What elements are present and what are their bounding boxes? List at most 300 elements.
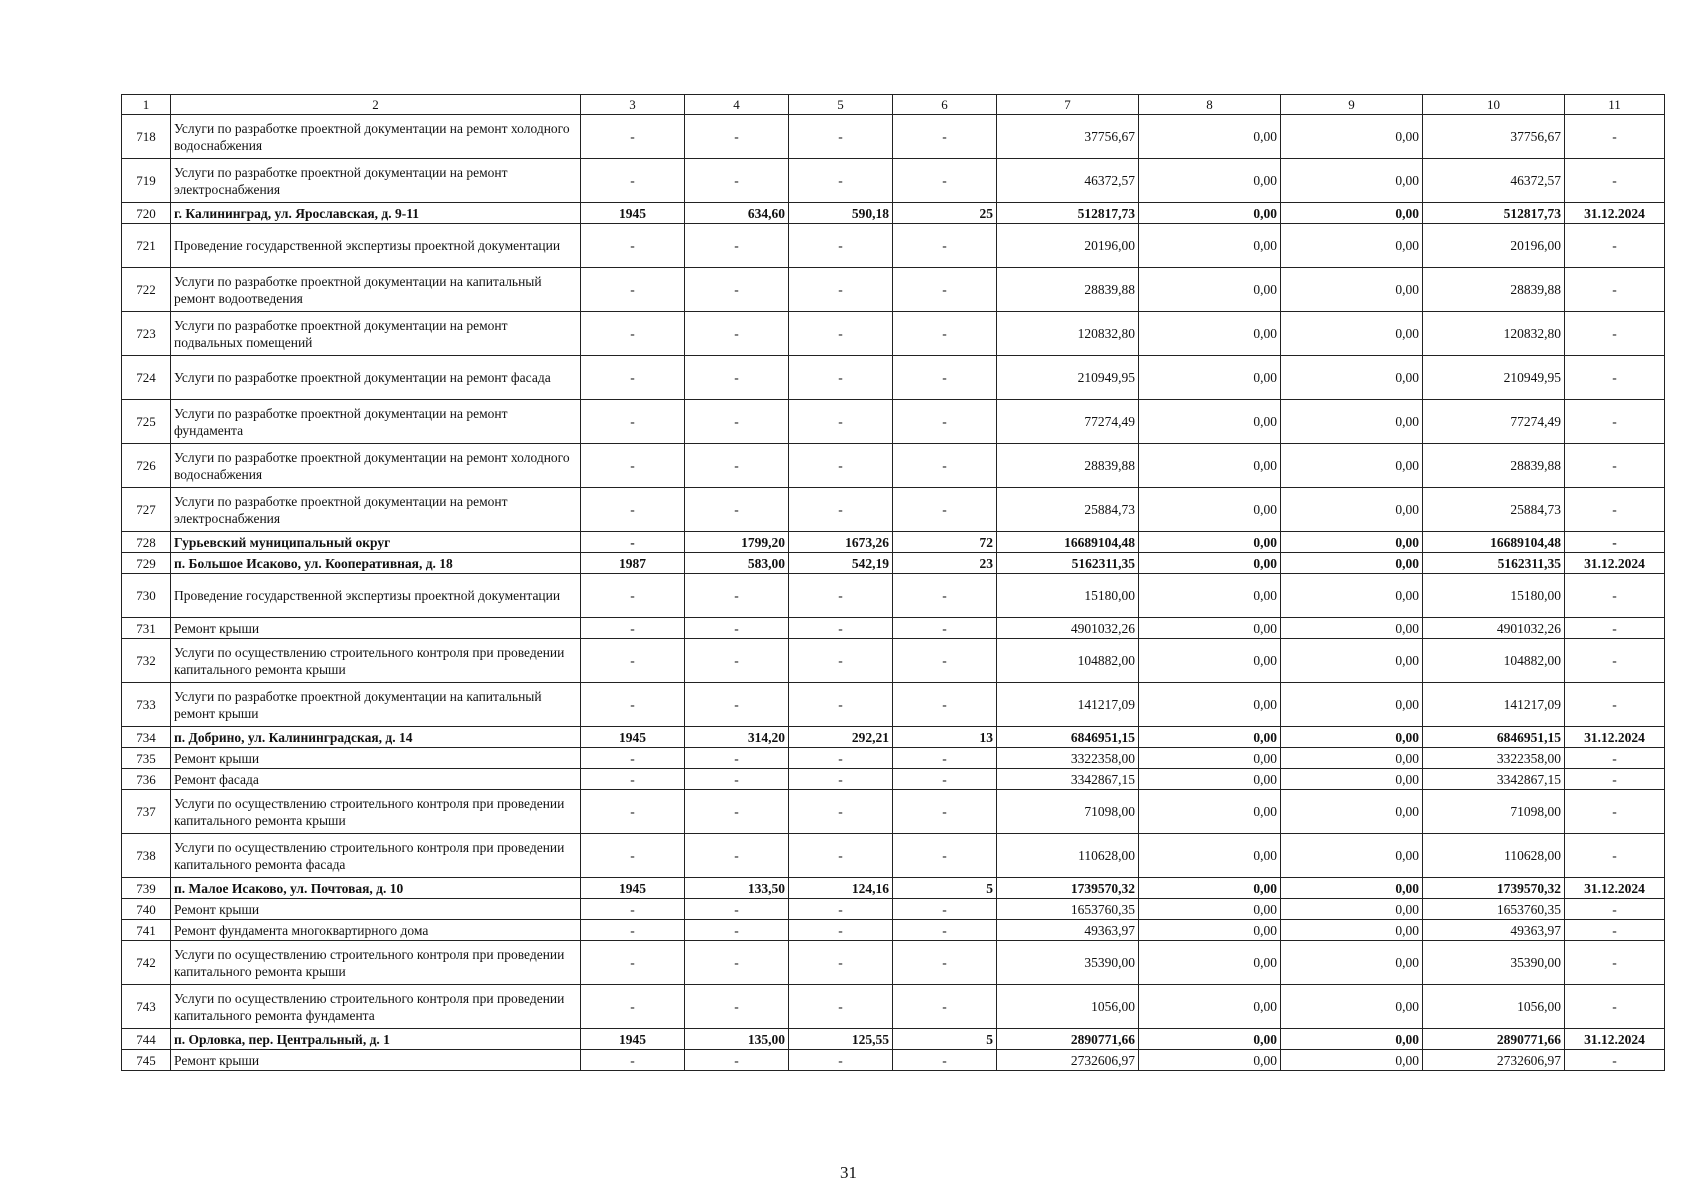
cost-budget-cell: 0,00	[1281, 941, 1423, 985]
residents-cell: -	[893, 639, 997, 683]
year-cell: -	[581, 574, 685, 618]
total-area-cell: -	[685, 312, 789, 356]
living-area-cell: -	[789, 683, 893, 727]
item-name-cell: п. Малое Исаково, ул. Почтовая, д. 10	[171, 878, 581, 899]
year-cell: -	[581, 941, 685, 985]
column-number-header	[122, 95, 1665, 115]
cost-owners-cell: 3322358,00	[1423, 748, 1565, 769]
year-cell: -	[581, 639, 685, 683]
cost-total-cell: 49363,97	[997, 920, 1139, 941]
residents-cell: 5	[893, 1029, 997, 1050]
table-row	[122, 727, 1665, 748]
cost-budget-cell: 0,00	[1281, 444, 1423, 488]
table-row	[122, 115, 1665, 159]
deadline-cell: -	[1565, 115, 1665, 159]
item-name-cell: Гурьевский муниципальный округ	[171, 532, 581, 553]
repair-program-table	[121, 94, 1665, 1071]
item-name-cell: г. Калининград, ул. Ярославская, д. 9-11	[171, 203, 581, 224]
year-cell: -	[581, 790, 685, 834]
table-row	[122, 1029, 1665, 1050]
cost-budget-cell: 0,00	[1281, 920, 1423, 941]
cost-fund-cell: 0,00	[1139, 834, 1281, 878]
residents-cell: 72	[893, 532, 997, 553]
living-area-cell: 124,16	[789, 878, 893, 899]
total-area-cell: 314,20	[685, 727, 789, 748]
item-name-cell: Ремонт крыши	[171, 618, 581, 639]
cost-owners-cell: 2890771,66	[1423, 1029, 1565, 1050]
year-cell: -	[581, 115, 685, 159]
residents-cell: -	[893, 920, 997, 941]
table-row	[122, 356, 1665, 400]
year-cell: 1945	[581, 878, 685, 899]
table-row	[122, 553, 1665, 574]
item-name-cell: Услуги по осуществлению строительного контроля при проведении капитального ремонта крыши	[171, 639, 581, 683]
row-number-cell: 720	[122, 203, 171, 224]
cost-owners-cell: 77274,49	[1423, 400, 1565, 444]
cost-owners-cell: 1653760,35	[1423, 899, 1565, 920]
item-name-cell: Ремонт фундамента многоквартирного дома	[171, 920, 581, 941]
deadline-cell: -	[1565, 574, 1665, 618]
total-area-cell: -	[685, 834, 789, 878]
cost-fund-cell: 0,00	[1139, 224, 1281, 268]
cost-owners-cell: 28839,88	[1423, 444, 1565, 488]
year-cell: -	[581, 769, 685, 790]
total-area-cell: 583,00	[685, 553, 789, 574]
living-area-cell: -	[789, 790, 893, 834]
deadline-cell: -	[1565, 899, 1665, 920]
cost-fund-cell: 0,00	[1139, 356, 1281, 400]
deadline-cell: -	[1565, 683, 1665, 727]
living-area-cell: -	[789, 618, 893, 639]
living-area-cell: -	[789, 941, 893, 985]
residents-cell: -	[893, 159, 997, 203]
item-name-cell: Ремонт крыши	[171, 748, 581, 769]
residents-cell: -	[893, 985, 997, 1029]
deadline-cell: -	[1565, 618, 1665, 639]
table-row	[122, 574, 1665, 618]
cost-owners-cell: 71098,00	[1423, 790, 1565, 834]
cost-budget-cell: 0,00	[1281, 985, 1423, 1029]
year-cell: -	[581, 985, 685, 1029]
item-name-cell: Услуги по осуществлению строительного контроля при проведении капитального ремонта крыши	[171, 941, 581, 985]
cost-fund-cell: 0,00	[1139, 985, 1281, 1029]
cost-total-cell: 141217,09	[997, 683, 1139, 727]
living-area-cell: -	[789, 899, 893, 920]
living-area-cell: -	[789, 312, 893, 356]
item-name-cell: Услуги по разработке проектной документации на ремонт электроснабжения	[171, 488, 581, 532]
document-sheet	[121, 94, 1664, 1071]
cost-owners-cell: 210949,95	[1423, 356, 1565, 400]
table-row	[122, 488, 1665, 532]
item-name-cell: Услуги по разработке проектной документации на ремонт электроснабжения	[171, 159, 581, 203]
table-row	[122, 985, 1665, 1029]
table-row	[122, 159, 1665, 203]
cost-total-cell: 2890771,66	[997, 1029, 1139, 1050]
cost-total-cell: 104882,00	[997, 639, 1139, 683]
deadline-cell: -	[1565, 488, 1665, 532]
table-row	[122, 834, 1665, 878]
deadline-cell: -	[1565, 400, 1665, 444]
total-area-cell: -	[685, 618, 789, 639]
deadline-cell: 31.12.2024	[1565, 203, 1665, 224]
cost-fund-cell: 0,00	[1139, 444, 1281, 488]
row-number-cell: 743	[122, 985, 171, 1029]
cost-fund-cell: 0,00	[1139, 553, 1281, 574]
row-number-cell: 737	[122, 790, 171, 834]
row-number-cell: 725	[122, 400, 171, 444]
row-number-cell: 745	[122, 1050, 171, 1071]
living-area-cell: -	[789, 920, 893, 941]
row-number-cell: 733	[122, 683, 171, 727]
cost-total-cell: 15180,00	[997, 574, 1139, 618]
residents-cell: -	[893, 224, 997, 268]
cost-fund-cell: 0,00	[1139, 1029, 1281, 1050]
cost-fund-cell: 0,00	[1139, 115, 1281, 159]
row-number-cell: 730	[122, 574, 171, 618]
row-number-cell: 727	[122, 488, 171, 532]
residents-cell: -	[893, 488, 997, 532]
year-cell: -	[581, 748, 685, 769]
cost-fund-cell: 0,00	[1139, 899, 1281, 920]
cost-fund-cell: 0,00	[1139, 920, 1281, 941]
cost-total-cell: 5162311,35	[997, 553, 1139, 574]
cost-budget-cell: 0,00	[1281, 727, 1423, 748]
cost-owners-cell: 110628,00	[1423, 834, 1565, 878]
row-number-cell: 732	[122, 639, 171, 683]
year-cell: -	[581, 312, 685, 356]
cost-budget-cell: 0,00	[1281, 790, 1423, 834]
year-cell: -	[581, 488, 685, 532]
year-cell: -	[581, 899, 685, 920]
year-cell: -	[581, 618, 685, 639]
item-name-cell: Услуги по разработке проектной документации на ремонт холодного водоснабжения	[171, 444, 581, 488]
living-area-cell: -	[789, 639, 893, 683]
item-name-cell: Услуги по разработке проектной документации на капитальный ремонт водоотведения	[171, 268, 581, 312]
row-number-cell: 734	[122, 727, 171, 748]
item-name-cell: Ремонт крыши	[171, 899, 581, 920]
residents-cell: 25	[893, 203, 997, 224]
deadline-cell: -	[1565, 941, 1665, 985]
living-area-cell: -	[789, 224, 893, 268]
total-area-cell: 135,00	[685, 1029, 789, 1050]
cost-budget-cell: 0,00	[1281, 899, 1423, 920]
total-area-cell: -	[685, 941, 789, 985]
deadline-cell: -	[1565, 312, 1665, 356]
residents-cell: -	[893, 1050, 997, 1071]
total-area-cell: -	[685, 985, 789, 1029]
row-number-cell: 736	[122, 769, 171, 790]
cost-total-cell: 35390,00	[997, 941, 1139, 985]
living-area-cell: -	[789, 159, 893, 203]
total-area-cell: -	[685, 769, 789, 790]
item-name-cell: Услуги по разработке проектной документации на ремонт фасада	[171, 356, 581, 400]
total-area-cell: -	[685, 400, 789, 444]
item-name-cell: Проведение государственной экспертизы проектной документации	[171, 574, 581, 618]
row-number-cell: 724	[122, 356, 171, 400]
year-cell: -	[581, 444, 685, 488]
cost-budget-cell: 0,00	[1281, 769, 1423, 790]
cost-total-cell: 1653760,35	[997, 899, 1139, 920]
living-area-cell: -	[789, 400, 893, 444]
year-cell: -	[581, 268, 685, 312]
cost-budget-cell: 0,00	[1281, 748, 1423, 769]
cost-fund-cell: 0,00	[1139, 1050, 1281, 1071]
total-area-cell: -	[685, 444, 789, 488]
col-header: 8	[1139, 95, 1281, 115]
item-name-cell: Услуги по осуществлению строительного контроля при проведении капитального ремонта фундамента	[171, 985, 581, 1029]
living-area-cell: -	[789, 834, 893, 878]
cost-budget-cell: 0,00	[1281, 878, 1423, 899]
living-area-cell: -	[789, 985, 893, 1029]
row-number-cell: 718	[122, 115, 171, 159]
cost-budget-cell: 0,00	[1281, 532, 1423, 553]
deadline-cell: -	[1565, 356, 1665, 400]
table-row	[122, 224, 1665, 268]
residents-cell: -	[893, 356, 997, 400]
cost-fund-cell: 0,00	[1139, 618, 1281, 639]
cost-budget-cell: 0,00	[1281, 1050, 1423, 1071]
total-area-cell: -	[685, 1050, 789, 1071]
col-header: 3	[581, 95, 685, 115]
total-area-cell: -	[685, 356, 789, 400]
cost-total-cell: 20196,00	[997, 224, 1139, 268]
year-cell: 1945	[581, 1029, 685, 1050]
row-number-cell: 723	[122, 312, 171, 356]
cost-total-cell: 25884,73	[997, 488, 1139, 532]
row-number-cell: 729	[122, 553, 171, 574]
cost-fund-cell: 0,00	[1139, 488, 1281, 532]
cost-owners-cell: 25884,73	[1423, 488, 1565, 532]
cost-total-cell: 77274,49	[997, 400, 1139, 444]
col-header: 6	[893, 95, 997, 115]
year-cell: -	[581, 683, 685, 727]
cost-fund-cell: 0,00	[1139, 312, 1281, 356]
year-cell: 1987	[581, 553, 685, 574]
total-area-cell: 133,50	[685, 878, 789, 899]
cost-owners-cell: 141217,09	[1423, 683, 1565, 727]
cost-budget-cell: 0,00	[1281, 115, 1423, 159]
cost-owners-cell: 37756,67	[1423, 115, 1565, 159]
cost-budget-cell: 0,00	[1281, 400, 1423, 444]
cost-total-cell: 37756,67	[997, 115, 1139, 159]
col-header: 11	[1565, 95, 1665, 115]
cost-owners-cell: 20196,00	[1423, 224, 1565, 268]
cost-budget-cell: 0,00	[1281, 224, 1423, 268]
cost-owners-cell: 35390,00	[1423, 941, 1565, 985]
living-area-cell: 590,18	[789, 203, 893, 224]
col-header: 10	[1423, 95, 1565, 115]
year-cell: 1945	[581, 727, 685, 748]
col-header: 5	[789, 95, 893, 115]
item-name-cell: Услуги по осуществлению строительного контроля при проведении капитального ремонта фасада	[171, 834, 581, 878]
deadline-cell: 31.12.2024	[1565, 727, 1665, 748]
cost-fund-cell: 0,00	[1139, 574, 1281, 618]
year-cell: -	[581, 356, 685, 400]
cost-total-cell: 16689104,48	[997, 532, 1139, 553]
row-number-cell: 742	[122, 941, 171, 985]
cost-fund-cell: 0,00	[1139, 159, 1281, 203]
total-area-cell: 634,60	[685, 203, 789, 224]
cost-fund-cell: 0,00	[1139, 683, 1281, 727]
deadline-cell: -	[1565, 1050, 1665, 1071]
cost-fund-cell: 0,00	[1139, 727, 1281, 748]
table-row	[122, 312, 1665, 356]
row-number-cell: 721	[122, 224, 171, 268]
cost-fund-cell: 0,00	[1139, 878, 1281, 899]
deadline-cell: -	[1565, 224, 1665, 268]
total-area-cell: -	[685, 224, 789, 268]
row-number-cell: 722	[122, 268, 171, 312]
residents-cell: -	[893, 683, 997, 727]
residents-cell: 5	[893, 878, 997, 899]
residents-cell: 13	[893, 727, 997, 748]
cost-total-cell: 2732606,97	[997, 1050, 1139, 1071]
row-number-cell: 735	[122, 748, 171, 769]
cost-owners-cell: 6846951,15	[1423, 727, 1565, 748]
row-number-cell: 740	[122, 899, 171, 920]
residents-cell: -	[893, 400, 997, 444]
item-name-cell: Услуги по разработке проектной документации на капитальный ремонт крыши	[171, 683, 581, 727]
residents-cell: -	[893, 748, 997, 769]
cost-fund-cell: 0,00	[1139, 748, 1281, 769]
cost-owners-cell: 15180,00	[1423, 574, 1565, 618]
year-cell: -	[581, 532, 685, 553]
cost-owners-cell: 1056,00	[1423, 985, 1565, 1029]
table-body	[122, 95, 1665, 1071]
cost-budget-cell: 0,00	[1281, 683, 1423, 727]
table-row	[122, 268, 1665, 312]
living-area-cell: -	[789, 356, 893, 400]
deadline-cell: -	[1565, 985, 1665, 1029]
residents-cell: -	[893, 115, 997, 159]
cost-budget-cell: 0,00	[1281, 639, 1423, 683]
total-area-cell: -	[685, 748, 789, 769]
total-area-cell: -	[685, 790, 789, 834]
residents-cell: -	[893, 268, 997, 312]
total-area-cell: -	[685, 899, 789, 920]
living-area-cell: -	[789, 268, 893, 312]
cost-owners-cell: 28839,88	[1423, 268, 1565, 312]
table-row	[122, 203, 1665, 224]
cost-owners-cell: 16689104,48	[1423, 532, 1565, 553]
item-name-cell: Ремонт фасада	[171, 769, 581, 790]
deadline-cell: -	[1565, 920, 1665, 941]
cost-budget-cell: 0,00	[1281, 553, 1423, 574]
row-number-cell: 726	[122, 444, 171, 488]
cost-fund-cell: 0,00	[1139, 769, 1281, 790]
total-area-cell: -	[685, 683, 789, 727]
living-area-cell: 292,21	[789, 727, 893, 748]
residents-cell: -	[893, 444, 997, 488]
table-row	[122, 748, 1665, 769]
cost-fund-cell: 0,00	[1139, 268, 1281, 312]
cost-budget-cell: 0,00	[1281, 1029, 1423, 1050]
deadline-cell: -	[1565, 790, 1665, 834]
cost-budget-cell: 0,00	[1281, 488, 1423, 532]
cost-owners-cell: 46372,57	[1423, 159, 1565, 203]
year-cell: -	[581, 1050, 685, 1071]
year-cell: -	[581, 920, 685, 941]
row-number-cell: 741	[122, 920, 171, 941]
col-header: 7	[997, 95, 1139, 115]
cost-owners-cell: 4901032,26	[1423, 618, 1565, 639]
living-area-cell: 542,19	[789, 553, 893, 574]
col-header: 2	[171, 95, 581, 115]
table-row	[122, 769, 1665, 790]
deadline-cell: 31.12.2024	[1565, 878, 1665, 899]
cost-total-cell: 210949,95	[997, 356, 1139, 400]
row-number-cell: 738	[122, 834, 171, 878]
cost-budget-cell: 0,00	[1281, 312, 1423, 356]
year-cell: -	[581, 224, 685, 268]
residents-cell: -	[893, 834, 997, 878]
cost-total-cell: 3342867,15	[997, 769, 1139, 790]
living-area-cell: -	[789, 748, 893, 769]
total-area-cell: -	[685, 639, 789, 683]
cost-fund-cell: 0,00	[1139, 790, 1281, 834]
year-cell: -	[581, 834, 685, 878]
item-name-cell: Услуги по осуществлению строительного контроля при проведении капитального ремонта крыши	[171, 790, 581, 834]
total-area-cell: -	[685, 115, 789, 159]
living-area-cell: -	[789, 488, 893, 532]
cost-total-cell: 3322358,00	[997, 748, 1139, 769]
total-area-cell: -	[685, 268, 789, 312]
year-cell: -	[581, 159, 685, 203]
cost-total-cell: 46372,57	[997, 159, 1139, 203]
row-number-cell: 744	[122, 1029, 171, 1050]
cost-budget-cell: 0,00	[1281, 203, 1423, 224]
cost-owners-cell: 49363,97	[1423, 920, 1565, 941]
table-row	[122, 1050, 1665, 1071]
residents-cell: -	[893, 899, 997, 920]
living-area-cell: -	[789, 115, 893, 159]
row-number-cell: 731	[122, 618, 171, 639]
cost-owners-cell: 5162311,35	[1423, 553, 1565, 574]
cost-budget-cell: 0,00	[1281, 268, 1423, 312]
cost-total-cell: 110628,00	[997, 834, 1139, 878]
residents-cell: -	[893, 574, 997, 618]
deadline-cell: 31.12.2024	[1565, 553, 1665, 574]
col-header: 4	[685, 95, 789, 115]
cost-budget-cell: 0,00	[1281, 159, 1423, 203]
cost-total-cell: 120832,80	[997, 312, 1139, 356]
table-row	[122, 444, 1665, 488]
item-name-cell: Услуги по разработке проектной документации на ремонт подвальных помещений	[171, 312, 581, 356]
cost-total-cell: 1739570,32	[997, 878, 1139, 899]
cost-total-cell: 4901032,26	[997, 618, 1139, 639]
total-area-cell: -	[685, 488, 789, 532]
cost-owners-cell: 104882,00	[1423, 639, 1565, 683]
row-number-cell: 739	[122, 878, 171, 899]
total-area-cell: -	[685, 574, 789, 618]
deadline-cell: -	[1565, 639, 1665, 683]
deadline-cell: -	[1565, 834, 1665, 878]
item-name-cell: Услуги по разработке проектной документации на ремонт фундамента	[171, 400, 581, 444]
cost-owners-cell: 120832,80	[1423, 312, 1565, 356]
deadline-cell: -	[1565, 769, 1665, 790]
cost-fund-cell: 0,00	[1139, 532, 1281, 553]
table-row	[122, 639, 1665, 683]
year-cell: -	[581, 400, 685, 444]
cost-owners-cell: 3342867,15	[1423, 769, 1565, 790]
cost-total-cell: 512817,73	[997, 203, 1139, 224]
row-number-cell: 728	[122, 532, 171, 553]
deadline-cell: 31.12.2024	[1565, 1029, 1665, 1050]
table-row	[122, 920, 1665, 941]
cost-total-cell: 28839,88	[997, 444, 1139, 488]
cost-fund-cell: 0,00	[1139, 639, 1281, 683]
cost-budget-cell: 0,00	[1281, 618, 1423, 639]
